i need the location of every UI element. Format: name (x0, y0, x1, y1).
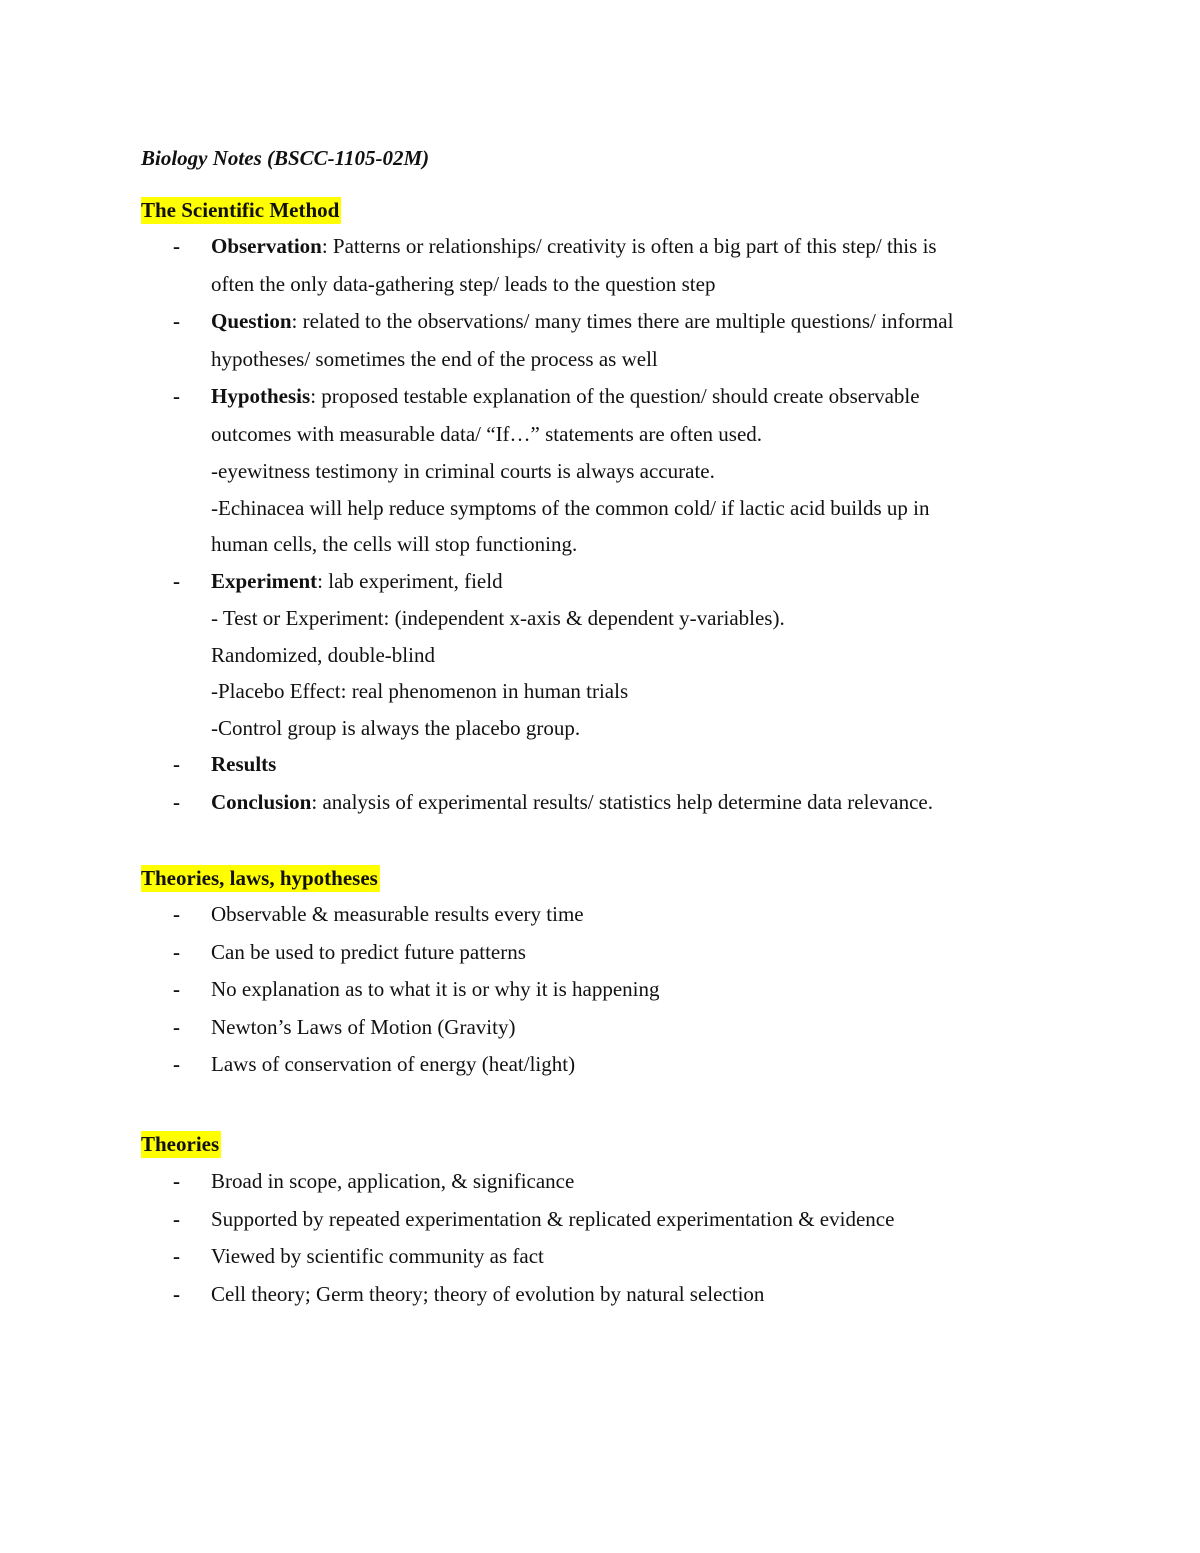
list-item-conclusion (141, 784, 1061, 822)
bullet-dash: - (173, 309, 180, 333)
theories-laws-hypotheses-list (141, 896, 1061, 1084)
item-term: Question (211, 309, 292, 333)
item-term: Conclusion (211, 789, 312, 814)
item-line (211, 746, 1061, 784)
list-item (141, 1009, 1061, 1047)
item-line (211, 784, 1061, 822)
list-item (141, 934, 1061, 972)
list-item (141, 1046, 1061, 1084)
section-heading-theories (141, 1130, 221, 1158)
item-line (211, 563, 1061, 601)
item-sub-line: -Placebo Effect: real phenomenon in human trials (211, 679, 629, 703)
item-text: No explanation as to what it is or why it is happening (211, 977, 660, 1001)
section-heading-scientific-method (141, 196, 341, 224)
highlighted-heading-text: Theories, laws, hypotheses (141, 866, 378, 890)
theories-list (141, 1163, 1061, 1313)
item-text: Can be used to predict future patterns (211, 939, 526, 964)
list-item-hypothesis (141, 378, 1061, 563)
item-text: Newton’s Laws of Motion (Gravity) (211, 1014, 516, 1039)
item-sub-line: Randomized, double-blind (211, 642, 435, 667)
scientific-method-list (141, 228, 1061, 821)
item-line (211, 228, 1061, 266)
list-item-question (141, 303, 1061, 378)
item-line (211, 378, 1061, 416)
bullet-dash: - (173, 752, 180, 776)
bullet-dash: - (173, 384, 180, 408)
item-text: Supported by repeated experimentation & replicated experimentation & evidence (211, 1206, 895, 1231)
bullet-dash: - (173, 1052, 180, 1076)
bullet-dash: - (173, 568, 180, 593)
list-item-results (141, 746, 1061, 784)
item-line (211, 303, 1061, 341)
list-item (141, 1276, 1061, 1314)
list-item (141, 896, 1061, 934)
list-item (141, 1201, 1061, 1239)
bullet-dash: - (173, 977, 180, 1001)
item-sub-line: - Test or Experiment: (independent x-axis & dependent y-variables). (211, 606, 785, 630)
item-sub-line: -eyewitness testimony in criminal courts is always accurate. (211, 459, 715, 483)
bullet-dash: - (173, 1206, 180, 1231)
item-text: : lab experiment, field (317, 568, 503, 593)
bullet-dash: - (173, 1281, 180, 1306)
item-term: Results (211, 752, 277, 776)
document-title: Biology Notes (BSCC-1105-02M) (141, 146, 430, 170)
item-sub-line: human cells, the cells will stop functioning. (211, 532, 578, 556)
bullet-dash: - (173, 939, 180, 964)
bullet-dash: - (173, 789, 180, 814)
item-term: Experiment (211, 568, 318, 593)
bullet-dash: - (173, 1014, 180, 1039)
item-text: Broad in scope, application, & significance (211, 1169, 575, 1193)
item-term: Observation (211, 234, 322, 258)
item-line: hypotheses/ sometimes the end of the process as well (211, 346, 658, 371)
item-text: : analysis of experimental results/ statistics help determine data relevance. (311, 789, 933, 814)
item-text: : proposed testable explanation of the question/ should create observable (310, 384, 920, 408)
list-item (141, 971, 1061, 1009)
item-text: Cell theory; Germ theory; theory of evolution by natural selection (211, 1281, 765, 1306)
item-text: : related to the observations/ many times there are multiple questions/ informal (291, 309, 954, 333)
bullet-dash: - (173, 902, 180, 926)
list-item-observation (141, 228, 1061, 303)
bullet-dash: - (173, 1169, 180, 1193)
item-sub-line: -Echinacea will help reduce symptoms of the common cold/ if lactic acid builds up in (211, 495, 930, 520)
list-item-experiment (141, 563, 1061, 747)
item-text: Viewed by scientific community as fact (211, 1244, 544, 1268)
item-line: often the only data-gathering step/ leads to the question step (211, 271, 716, 296)
item-text: : Patterns or relationships/ creativity is often a big part of this step/ this is (321, 234, 937, 258)
item-text: Laws of conservation of energy (heat/light) (211, 1052, 576, 1076)
item-sub-line: -Control group is always the placebo group. (211, 715, 581, 740)
section-heading-theories-laws-hypotheses (141, 864, 380, 892)
item-term: Hypothesis (211, 384, 311, 408)
highlighted-heading-text: Theories (141, 1132, 220, 1156)
list-item (141, 1163, 1061, 1201)
item-line: outcomes with measurable data/ “If…” statements are often used. (211, 421, 763, 446)
list-item (141, 1238, 1061, 1276)
item-text: Observable & measurable results every time (211, 902, 584, 926)
highlighted-heading-text: The Scientific Method (141, 198, 340, 222)
bullet-dash: - (173, 1244, 180, 1268)
bullet-dash: - (173, 234, 180, 258)
